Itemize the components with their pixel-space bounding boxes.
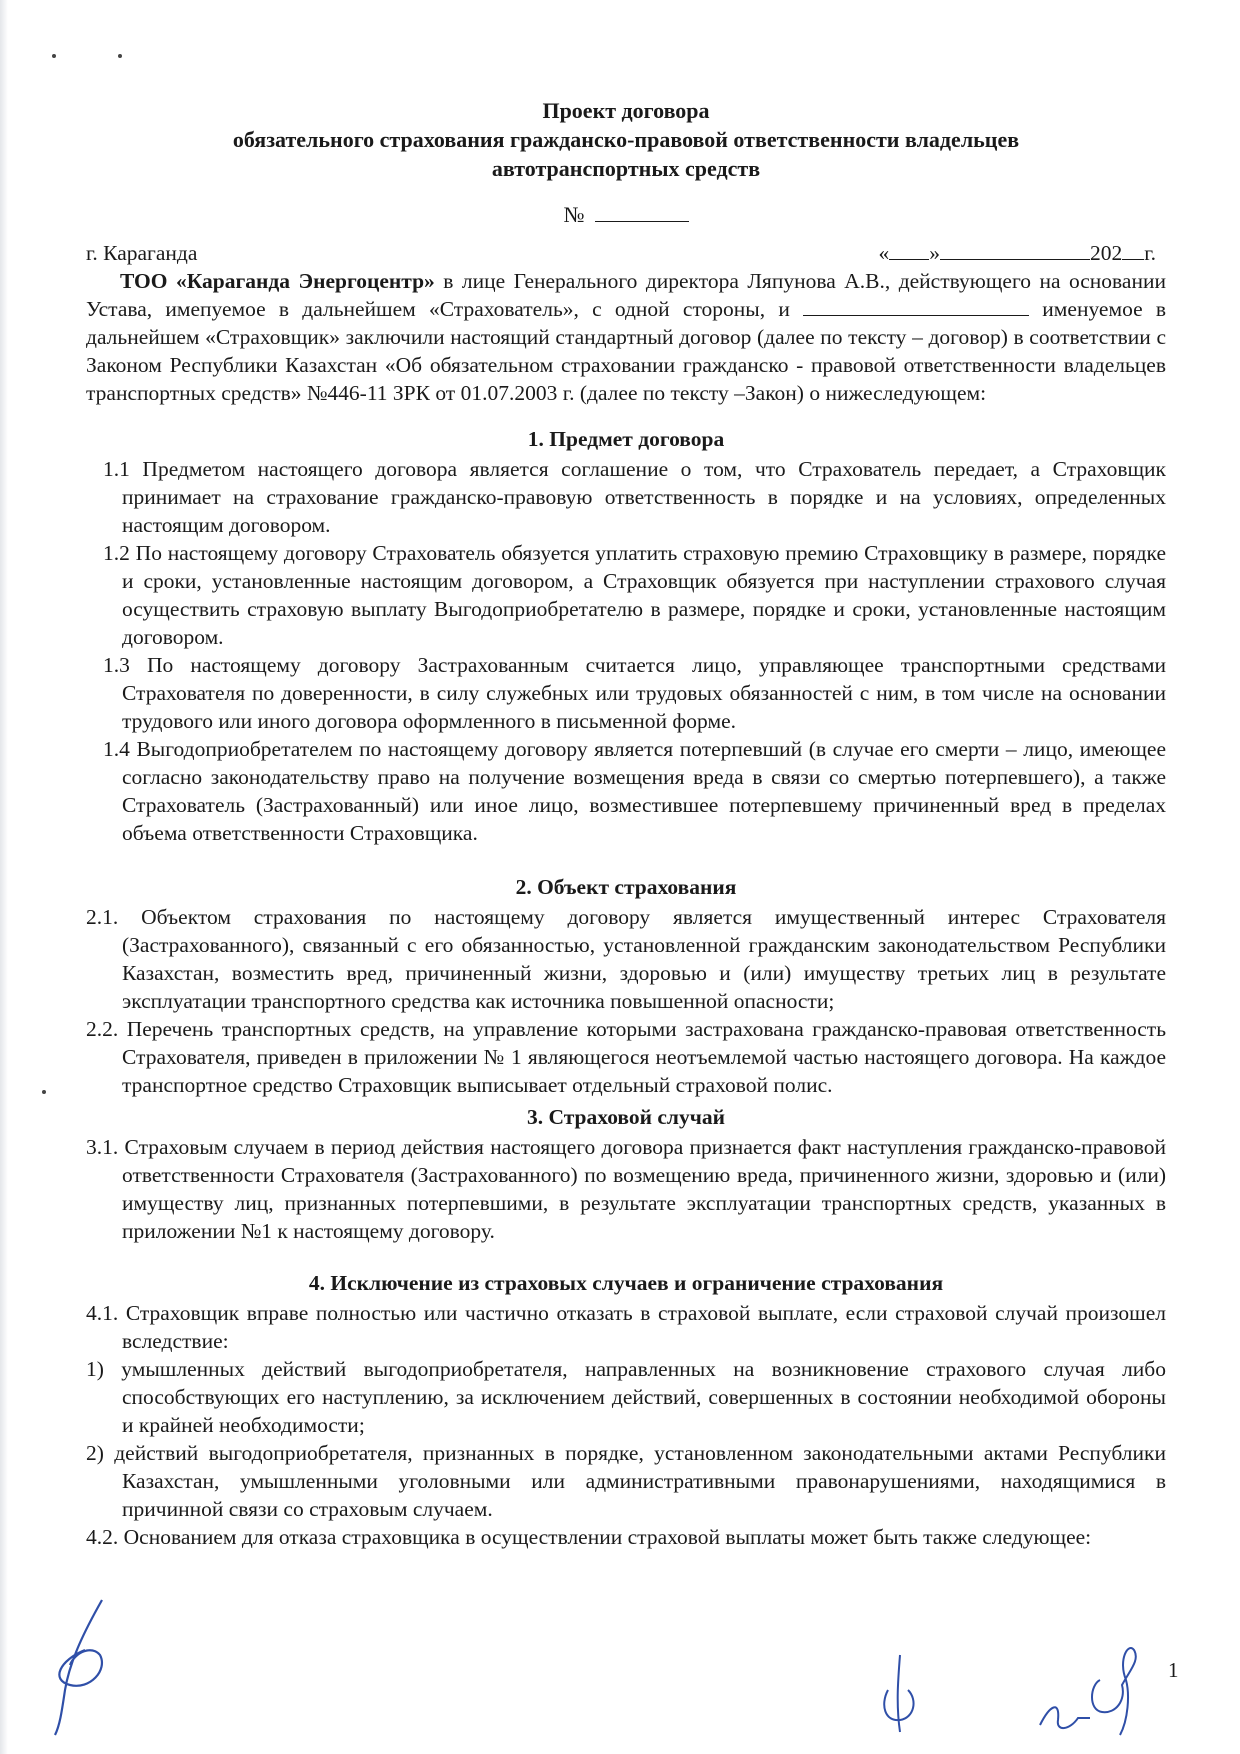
clause: 3.1. Страховым случаем в период действия настоящего договора признается факт наступления гражданско-правовой ответственности Страхователя (Застрахованного) по возмещению вреда, причиненного жизни, здоровью и (или) имуществу лиц, признанных потерпевшими, в результате эксплуатации транспортных средств, указанных в приложении №1 к настоящему договору.	[86, 1135, 1166, 1243]
scan-speck	[52, 54, 56, 58]
number-label: №	[563, 202, 585, 227]
clause: 1) умышленных действий выгодоприобретателя, направленных на возникновение страхового случая либо способствующих его наступлению, за исключением действий, совершенных в состоянии необходимой обороны и крайней необходимости;	[86, 1357, 1166, 1437]
handwritten-initial-middle	[870, 1650, 930, 1740]
section-title: 4. Исключение из страховых случаев и ограничение страхования	[308, 1271, 944, 1295]
preamble: ТОО «Караганда Энергоцентр» в лице Генерального директора Ляпунова А.В., действующего на основании Устава, имепуемое в дальнейшем «Страхователь», с одной стороны, и именуемое в дальнейшем «Страховщик» заключили настоящий стандартный договор (далее по тексту – договор) в соответствии с Законом Республики Казахстан «Об обязательном страховании гражданско - правовой ответственности владельцев транспортных средств» №446-11 ЗРК от 01.07.2003 г. (далее по тексту –Закон) о нижеследующем:	[86, 269, 1166, 405]
title-line-2: обязательного страхования гражданско-правовой ответственности владельцев	[232, 127, 1020, 152]
document-title	[86, 96, 1166, 183]
clause: 1.3 По настоящему договору Застрахованным считается лицо, управляющее транспортными средствами Страхователя по доверенности, в силу служебных или трудовых обязанностей с ним, в том числе на основании трудового или иного договора оформленного в письменной форме.	[103, 653, 1166, 733]
year-blank	[1122, 239, 1144, 260]
page-number: 1	[1168, 1658, 1179, 1682]
clause: 2.1. Объектом страхования по настоящему договору является имущественный интерес Страхователя (Застрахованного), связанный с его обязанностью, установленной гражданским законодательством Республики Казахстан, возместить вред, причиненный жизни, здоровью и (или) имуществу третьих лиц в результате эксплуатации транспортного средства как источника повышенной опасности;	[86, 905, 1166, 1013]
month-blank	[940, 239, 1090, 260]
clause: 2) действий выгодоприобретателя, признанных в порядке, установленном законодательными актами Республики Казахстан, умышленными уголовными или административными правонарушениями, находящимися в причинной связи со страховым случаем.	[86, 1441, 1166, 1521]
section-title: 1. Предмет договора	[527, 427, 725, 451]
contract-date: « » 202 г.	[878, 241, 1156, 265]
scan-speck	[42, 1090, 46, 1094]
scan-edge	[0, 0, 8, 1754]
clause: 1.1 Предметом настоящего договора является соглашение о том, что Страхователь передает, а Страховщик принимает на страхование гражданско-правовую ответственность в порядке и на условиях, определенных настоящим договором.	[103, 457, 1166, 537]
city: г. Караганда	[86, 241, 198, 265]
number-blank	[595, 201, 689, 222]
clause: 1.2 По настоящему договору Страхователь обязуется уплатить страховую премию Страховщику в размере, порядке и сроки, установленные настоящим договором, а Страховщик обязуется при наступлении страхового случая осуществить страховую выплату Выгодоприобретателю в размере, порядке и сроки, установленные настоящим договором.	[103, 541, 1166, 649]
clause: 4.1. Страховщик вправе полностью или частично отказать в страховой выплате, если страховой случай произошел вследствие:	[86, 1301, 1166, 1353]
company-name: ТОО «Караганда Энергоцентр»	[120, 269, 435, 293]
insurer-blank	[803, 295, 1029, 316]
document-body	[86, 96, 1166, 1551]
section-title: 2. Объект страхования	[515, 875, 737, 899]
contract-number	[86, 201, 1166, 229]
clause: 2.2. Перечень транспортных средств, на управление которыми застрахована гражданско-правовая ответственность Страхователя, приведен в приложении № 1 являющегося неотъемлемой частью настоящего договора. На каждое транспортное средство Страховщик выписывает отдельный страховой полис.	[86, 1017, 1166, 1097]
scan-speck	[118, 54, 122, 58]
place-date-row	[86, 239, 1166, 267]
day-blank	[889, 239, 929, 260]
title-line-3: автотранспортных средств	[491, 156, 761, 181]
section-title: 3. Страховой случай	[526, 1105, 725, 1129]
clause: 4.2. Основанием для отказа страховщика в осуществлении страховой выплаты может быть также следующее:	[86, 1525, 1092, 1549]
handwritten-initials-right	[1030, 1640, 1160, 1740]
handwritten-signature-left	[30, 1590, 120, 1740]
clause: 1.4 Выгодоприобретателем по настоящему договору является потерпевший (в случае его смерти – лицо, имеющее согласно законодательству право на получение возмещения вреда в связи со смертью потерпевшего), а также Страхователь (Застрахованный) или иное лицо, возместившее потерпевшему причиненный вред в пределах объема ответственности Страховщика.	[103, 737, 1166, 845]
title-line-1: Проект договора	[542, 98, 710, 123]
